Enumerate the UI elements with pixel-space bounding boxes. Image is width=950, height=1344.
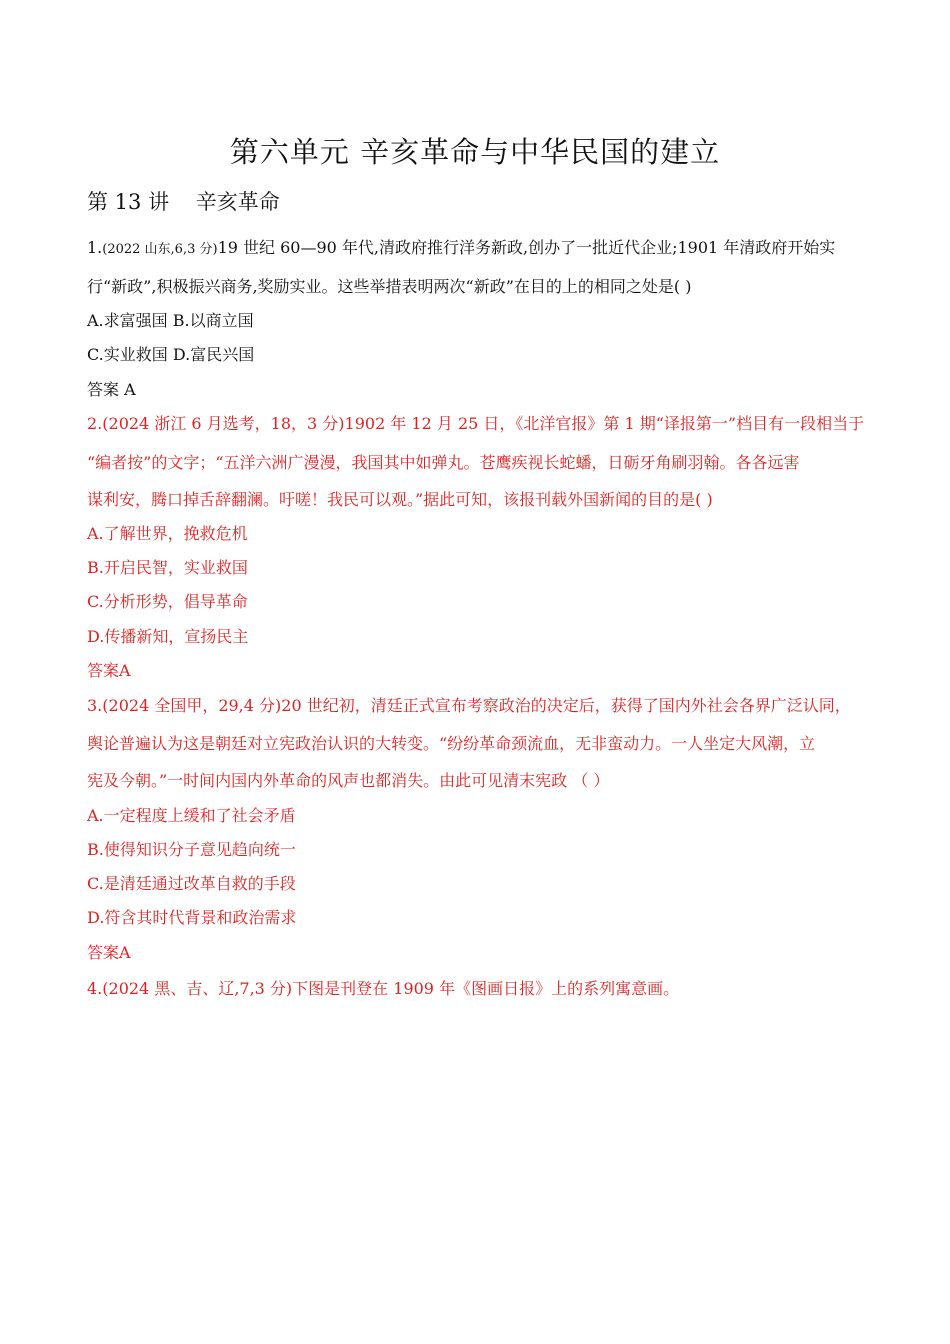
q1-stem-text: 19 世纪 60—90 年代,清政府推行洋务新政,创办了一批近代企业;1901 年清政府开始实 xyxy=(217,238,836,257)
q3-stem-line3: 宪及今朝。”一时间内国内外革命的风声也都消失。由此可见清末宪政 （ ） xyxy=(87,771,610,790)
q2-answer: 答案A xyxy=(87,661,131,680)
q3-stem-line1: 3.(2024 全国甲，29,4 分)20 世纪初，清廷正式宣布考察政治的决定后，获得了国内外社会各界广泛认同， xyxy=(87,696,851,715)
q1-stem-line2: 行“新政”,积极振兴商务,奖励实业。这些举措表明两次“新政”在目的上的相同之处是( ) xyxy=(87,277,692,296)
q2-option-b: B.开启民智，实业救国 xyxy=(87,558,248,577)
q2-option-c: C.分析形势，倡导革命 xyxy=(87,592,248,611)
q1-answer: 答案 A xyxy=(87,380,136,399)
q2-option-a: A.了解世界，挽救危机 xyxy=(87,524,248,543)
q2-stem-line3: 谋利安，腾口掉舌辞翻澜。吁嗟！我民可以观。”据此可知，该报刊载外国新闻的目的是( ) xyxy=(87,490,713,509)
q4-stem-line1: 4.(2024 黑、吉、辽,7,3 分)下图是刊登在 1909 年《图画日报》上的系列寓意画。 xyxy=(87,979,680,998)
q3-option-b: B.使得知识分子意见趋向统一 xyxy=(87,840,296,859)
q2-option-d: D.传播新知，宣扬民主 xyxy=(87,627,249,646)
q1-stem-line1 xyxy=(87,238,835,260)
unit-title: 第六单元 辛亥革命与中华民国的建立 xyxy=(229,135,721,169)
q3-option-a: A.一定程度上缓和了社会矛盾 xyxy=(87,806,296,825)
lesson-title: 第 13 讲 辛亥革命 xyxy=(87,190,280,214)
q3-option-d: D.符含其时代背景和政治需求 xyxy=(87,908,297,927)
q1-options-line1: A.求富强国 B.以商立国 xyxy=(87,311,254,330)
q3-option-c: C.是清廷通过改革自救的手段 xyxy=(87,874,296,893)
q2-stem-line2: “编者按”的文字；“五洋六洲广漫漫，我国其中如弹丸。苍鹰疾视长蛇蟠，日砺牙角刷羽翰。各各远害 xyxy=(87,453,800,472)
q3-stem-line2: 舆论普遍认为这是朝廷对立宪政治认识的大转变。“纷纷革命颈流血，无非蛮动力。一人坐定大风潮，立 xyxy=(87,734,816,753)
q2-stem-line1: 2.(2024 浙江 6 月选考，18，3 分)1902 年 12 月 25 日，《北洋官报》第 1 期“译报第一”档目有一段相当于 xyxy=(87,414,865,433)
q3-answer: 答案A xyxy=(87,943,131,962)
q1-source: (2022 山东,6,3 分) xyxy=(102,242,218,257)
q1-number: 1. xyxy=(87,238,103,257)
q1-options-line2: C.实业救国 D.富民兴国 xyxy=(87,345,255,364)
